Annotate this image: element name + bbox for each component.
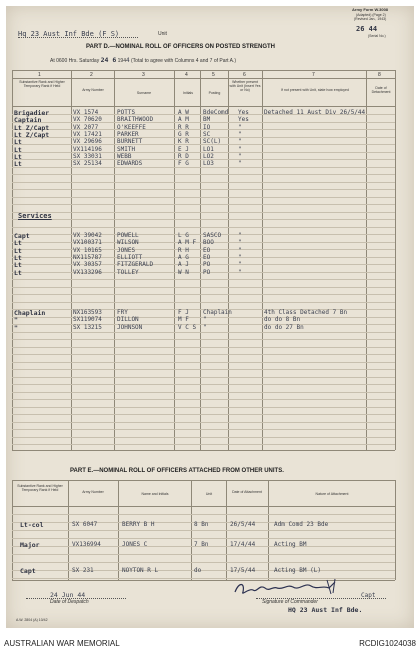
part-d-cell-name: JONES [117,246,136,254]
part-e-cell-name: BERRY B H [122,521,155,528]
part-d-title: PART D.—NOMINAL ROLL OF OFFICERS ON POSTED STRENGTH [86,44,276,50]
serial-label: (Serial No.) [368,34,386,38]
part-d-cell-num: VX 10165 [73,246,102,254]
form-adapted: (Adapted) (Page 2) [356,13,386,17]
ruled-line [12,554,395,555]
e-head-date: Date of Attachment [232,490,262,494]
part-d-cell-present: " [238,239,242,247]
part-d-cell-rank: Capt [14,232,30,240]
part-d-cell-post: SC(L) [203,138,222,146]
col-head-number: Army Number [82,88,104,92]
ruled-line [12,429,395,430]
part-d-cell-present: " [238,123,242,131]
part-d-cell-init: R D [178,152,189,160]
col-head-present: Whether present with Unit (Insert Yes or No) [229,80,261,92]
part-d-cell-name: BURNETT [117,138,143,146]
part-d-cell-num: VX 30357 [73,261,102,269]
ruled-line [12,197,395,198]
part-d-cell-init: R H [178,246,189,254]
part-d-cell-num: NX115787 [73,253,102,261]
part-d-cell-rank: " [14,323,18,332]
part-d-cell-init: R R [178,123,189,131]
part-e-cell-num: SX 6047 [72,521,98,528]
part-d-cell-init: F J [178,309,189,316]
part-d-cell-post: SASCO [203,232,222,239]
part-d-cell-rank: Lt [14,268,22,277]
part-d-cell-name: FRY [117,309,128,316]
part-e-cell-rank: Capt [20,567,36,575]
e-head-number: Army Number [82,490,104,494]
part-d-cell-present: " [238,145,242,153]
date-serial: 26 44 [356,25,378,33]
part-d-cell-num: VX133296 [73,268,102,276]
part-d-cell-present: " [238,152,242,160]
ruled-line [12,204,395,205]
col-num-8: 8 [378,72,381,78]
ruled-line [12,339,395,340]
unit-label: Unit [158,31,167,37]
col-num-2: 2 [90,72,93,78]
part-d-cell-init: E J [178,145,189,153]
at-line [50,56,236,64]
col-num-7: 7 [312,72,315,78]
part-e-cell-unit: do [194,567,202,574]
part-d-cell-post: PO [203,268,211,276]
part-d-cell-rank: Lt [14,160,22,169]
part-d-cell-note: Detached 11 Aust Div 26/5/44 [264,109,366,116]
part-d-cell-num: VX 29696 [73,138,102,146]
ruled-line [12,562,395,563]
ruled-line [12,444,395,445]
part-d-cell-present: " [238,261,242,269]
signature-unit: HQ 23 Aust Inf Bde. [288,606,363,614]
ruled-line [12,399,395,400]
part-d-cell-post: LO3 [203,160,214,168]
ruled-line [12,287,395,288]
signature-rank: Capt [361,592,376,599]
part-d-cell-present: Yes [238,109,249,116]
col-num-1: 1 [38,72,41,78]
part-d-cell-num: VX 2077 [73,123,99,131]
part-d-cell-num: NX163593 [73,309,102,316]
ruled-line [12,182,395,183]
ruled-line [12,302,395,303]
part-d-cell-rank: Lt Z/Capt [14,123,50,132]
ruled-line [12,347,395,348]
col-head-employed: If not present with Unit, state how employed [281,88,349,92]
part-d-cell-post: " [203,323,207,331]
part-d-cell-present: " [238,160,242,168]
part-d-cell-num: VX 70620 [73,116,102,124]
part-d-cell-post: Chaplain [203,309,232,316]
part-d-cell-num: VX 1574 [73,109,99,116]
part-e-cell-unit: 8 Bn [194,521,209,528]
part-e-cell-unit: 7 Bn [194,541,209,548]
part-d-cell-name: FITZGERALD [117,261,154,269]
at-line-pre: At 0600 Hrs. Saturday [50,58,100,64]
part-d-cell-rank: Chaplain [14,309,46,317]
ruled-line [12,369,395,370]
ruled-line [12,392,395,393]
part-d-cell-name: BRAITHWOOD [117,116,154,124]
col-head-surname: Surname [136,91,152,95]
part-e-cell-num: VX136994 [72,541,101,548]
part-d-cell-init: A M [178,116,189,124]
part-e-cell-nature: Acting BM (L) [274,567,321,574]
part-d-cell-name: O'KEEFFE [117,123,146,131]
part-d-cell-post: EO [203,253,211,261]
part-d-cell-init: W N [178,268,189,276]
part-d-cell-post: BdeComd [203,109,229,116]
part-d-cell-num: SX 13215 [73,323,102,331]
part-d-cell-rank: Captain [14,116,42,125]
part-d-cell-num: SX 25134 [73,160,102,168]
ruled-line [12,422,395,423]
part-d-cell-rank: " [14,316,18,325]
at-line-year: 194 [117,58,126,64]
col-head-posting: Posting [208,91,221,95]
part-d-cell-name: SMITH [117,145,136,153]
ruled-line [12,414,395,415]
col-head-rank: Substantive Rank and Higher Temporary Rank if Held [19,80,65,88]
ruled-line [12,294,395,295]
part-d-cell-note: 4th Class Detached 7 Bn [264,309,348,316]
part-d-cell-init: A J [178,261,189,269]
ruled-line [12,227,395,228]
caption-bar [0,630,420,654]
despatch-date: 24 Jun 44 [50,591,86,599]
part-d-cell-rank: Lt [14,152,22,161]
part-d-cell-name: ELLIOTT [117,253,143,261]
part-d-cell-name: POWELL [117,232,139,239]
ruled-line [12,377,395,378]
part-d-cell-init: V C S [178,323,197,331]
part-d-cell-num: VX 17421 [73,130,102,138]
part-d-cell-present: " [238,130,242,138]
part-d-cell-name: PARKER [117,130,139,138]
part-d-cell-name: POTTS [117,109,136,116]
col-num-6: 6 [243,72,246,78]
part-d-cell-post: PO [203,261,211,269]
part-d-cell-note: do do 27 Bn [264,323,304,331]
unit-line: Hq 23 Aust Inf Bde (F S) [18,30,120,38]
part-d-cell-rank: Lt Z/Capt [14,130,50,139]
e-head-name: Name and Initials [141,492,169,496]
ruled-line [12,538,395,539]
form-revised: (Revised Jan., 1943) [354,17,387,21]
part-e-cell-num: SX 231 [72,567,94,574]
at-line-date: 24 6 [100,56,117,64]
part-d-cell-name: TOLLEY [117,268,139,276]
part-d-cell-num: VX 39042 [73,232,102,239]
part-e-cell-rank: Lt-col [20,521,44,529]
ruled-line [12,514,395,515]
part-d-cell-num: SX 33031 [73,152,102,160]
part-e-cell-date: 17/4/44 [230,541,256,548]
part-d-cell-name: WILSON [117,239,139,247]
ruled-line [12,174,395,175]
caption-left: AUSTRALIAN WAR MEMORIAL [4,639,120,648]
part-d-cell-post: " [203,316,207,324]
part-e-cell-date: 17/5/44 [230,567,256,574]
ruled-line [12,570,395,571]
part-e-cell-name: NOYTON R L [122,567,159,574]
part-d-cell-num: VX100371 [73,239,102,247]
part-d-cell-post: BOO [203,239,214,247]
part-d-cell-name: WEBB [117,152,132,160]
col-num-4: 4 [185,72,188,78]
part-e-cell-rank: Major [20,541,40,549]
print-code: A.W. 2804 (A) 10/42 [16,618,48,622]
part-d-cell-present: " [238,268,242,276]
part-d-cell-init: L G [178,232,189,239]
part-d-cell-post: BM [203,116,211,124]
part-e-cell-date: 26/5/44 [230,521,256,528]
document-paper [6,6,414,628]
ruled-line [12,332,395,333]
at-line-post: (Total to agree with Columns 4 and 7 of Part A.) [131,58,237,64]
part-d-cell-post: LO2 [203,152,214,160]
part-d-cell-rank: Lt [14,138,22,147]
ruled-line [12,219,395,220]
part-e-cell-nature: Adm Comd 23 Bde [274,521,329,528]
part-d-cell-num: VX114196 [73,145,102,153]
part-d-cell-rank: Lt [14,261,22,270]
ruled-line [12,437,395,438]
part-d-cell-post: SC [203,130,211,138]
part-d-cell-num: SX119074 [73,316,102,324]
ruled-line [12,354,395,355]
ruled-line [12,212,395,213]
part-d-cell-name: JOHNSON [117,323,143,331]
e-head-unit: Unit [205,492,213,496]
e-head-nature: Nature of Attachment [315,492,349,496]
col-num-3: 3 [142,72,145,78]
col-num-5: 5 [212,72,215,78]
services-label: Services [18,212,52,220]
part-d-cell-rank: Lt [14,145,22,154]
part-d-cell-present: " [238,246,242,254]
ruled-line [12,384,395,385]
part-d-cell-rank: Lt [14,246,22,255]
ruled-line [12,362,395,363]
part-d-cell-post: LO1 [203,145,214,153]
ruled-line [12,530,395,531]
part-d-cell-init: A G [178,253,189,261]
part-d-cell-name: EDWARDS [117,160,143,168]
ruled-line [12,279,395,280]
part-d-cell-rank: Lt [14,239,22,248]
part-d-cell-post: EO [203,246,211,254]
part-d-cell-init: A W [178,109,189,116]
part-d-cell-init: G R [178,130,189,138]
part-e-cell-name: JONES C [122,541,148,548]
part-d-cell-rank: Brigadier [14,109,50,117]
part-d-cell-rank: Lt [14,253,22,262]
unit-underline [18,37,138,38]
part-d-cell-note: do do 8 Bn [264,316,301,324]
signature-label: Signature of Commander [262,599,318,605]
part-d-cell-present: " [238,253,242,261]
despatch-label: Date of Despatch [50,599,89,605]
part-e-cell-nature: Acting BM [274,541,307,548]
at-line-year-suffix: 4 [125,57,130,64]
part-d-cell-init: M F [178,316,189,324]
part-e-title: PART E.—NOMINAL ROLL OF OFFICERS ATTACHED FROM OTHER UNITS. [70,468,284,474]
part-d-cell-init: F G [178,160,189,168]
part-d-cell-init: K R [178,138,189,146]
ruled-line [12,189,395,190]
form-name: Army Form W.3008 [352,7,389,12]
ruled-line [12,407,395,408]
part-d-cell-init: A M F [178,239,197,247]
caption-right: RCDIG1024038 [359,639,416,648]
e-head-rank: Substantive Rank and Higher Temporary Rank if Held [17,484,63,492]
col-head-initials: Initials [183,91,193,95]
col-head-detachment: Date of Detachment [371,86,391,94]
part-d-cell-name: DILLON [117,316,139,324]
part-d-cell-present: " [238,232,242,239]
commander-signature-icon [231,576,351,600]
part-d-cell-present: " [238,138,242,146]
part-d-cell-present: Yes [238,116,249,124]
part-d-cell-post: IO [203,123,211,131]
